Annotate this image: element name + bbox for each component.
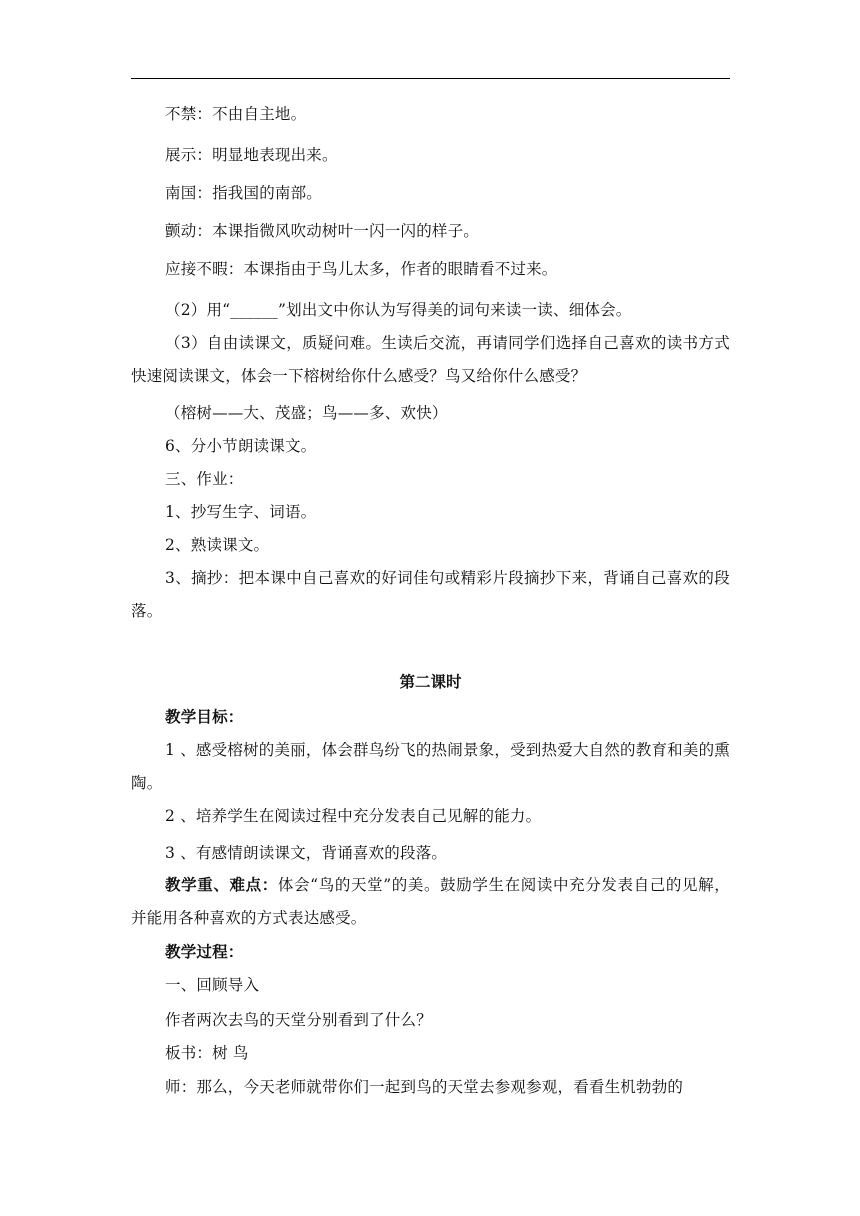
vocab-line: 应接不暇：本课指由于鸟儿太多，作者的眼睛看不过来。 bbox=[165, 260, 558, 278]
vocab-line: 颤动：本课指微风吹动树叶一闪一闪的样子。 bbox=[165, 222, 480, 240]
homework-paragraph: 3、摘抄：把本课中自己喜欢的好词佳句或精彩片段摘抄下来，背诵自己喜欢的段落。 bbox=[131, 569, 730, 620]
homework-item: 1、抄写生字、词语。 bbox=[165, 503, 317, 521]
goals-label: 教学目标： bbox=[165, 707, 244, 726]
key-points-paragraph bbox=[131, 868, 730, 935]
instruction-paragraph: （3）自由读课文，质疑问难。生读后交流，再请同学们选择自己喜欢的读书方式快速阅读课文，体会一下榕树给你什么感受？鸟又给你什么感受？ bbox=[131, 334, 730, 385]
vocab-line: 不禁：不由自主地。 bbox=[165, 105, 307, 123]
key-points-label: 教学重、难点： bbox=[165, 875, 278, 894]
header-rule bbox=[131, 78, 730, 79]
section-title: 第二课时 bbox=[399, 672, 462, 691]
instruction-line: （榕树——大、茂盛；鸟——多、欢快） bbox=[165, 404, 448, 422]
goal-line: 3 、有感情朗读课文，背诵喜欢的段落。 bbox=[165, 844, 448, 862]
homework-item: 2、熟读课文。 bbox=[165, 536, 270, 554]
section-heading: 三、作业： bbox=[165, 470, 244, 488]
instruction-line: （2）用“______”划出文中你认为写得美的词句来读一读、细体会。 bbox=[165, 301, 632, 319]
instruction-line: 6、分小节朗读课文。 bbox=[165, 437, 317, 455]
key-points-text: 体会“鸟的天堂”的美。鼓励学生在阅读中充分发表自己的见解，并能用各种喜欢的方式表达感受。 bbox=[131, 876, 730, 927]
process-line: 作者两次去鸟的天堂分别看到了什么？ bbox=[165, 1011, 432, 1029]
vocab-line: 南国：指我国的南部。 bbox=[165, 184, 323, 202]
process-label: 教学过程： bbox=[165, 942, 244, 961]
goal-line: 2 、培养学生在阅读过程中充分发表自己见解的能力。 bbox=[165, 807, 542, 825]
vocab-line: 展示：明显地表现出来。 bbox=[165, 146, 338, 164]
process-line: 一、回顾导入 bbox=[165, 976, 260, 994]
process-line: 板书：树 鸟 bbox=[165, 1044, 249, 1062]
goal-paragraph: 1 、感受榕树的美丽，体会群鸟纷飞的热闹景象，受到热爱大自然的教育和美的熏陶。 bbox=[131, 741, 730, 792]
process-line: 师：那么，今天老师就带你们一起到鸟的天堂去参观参观，看看生机勃勃的 bbox=[165, 1078, 684, 1096]
